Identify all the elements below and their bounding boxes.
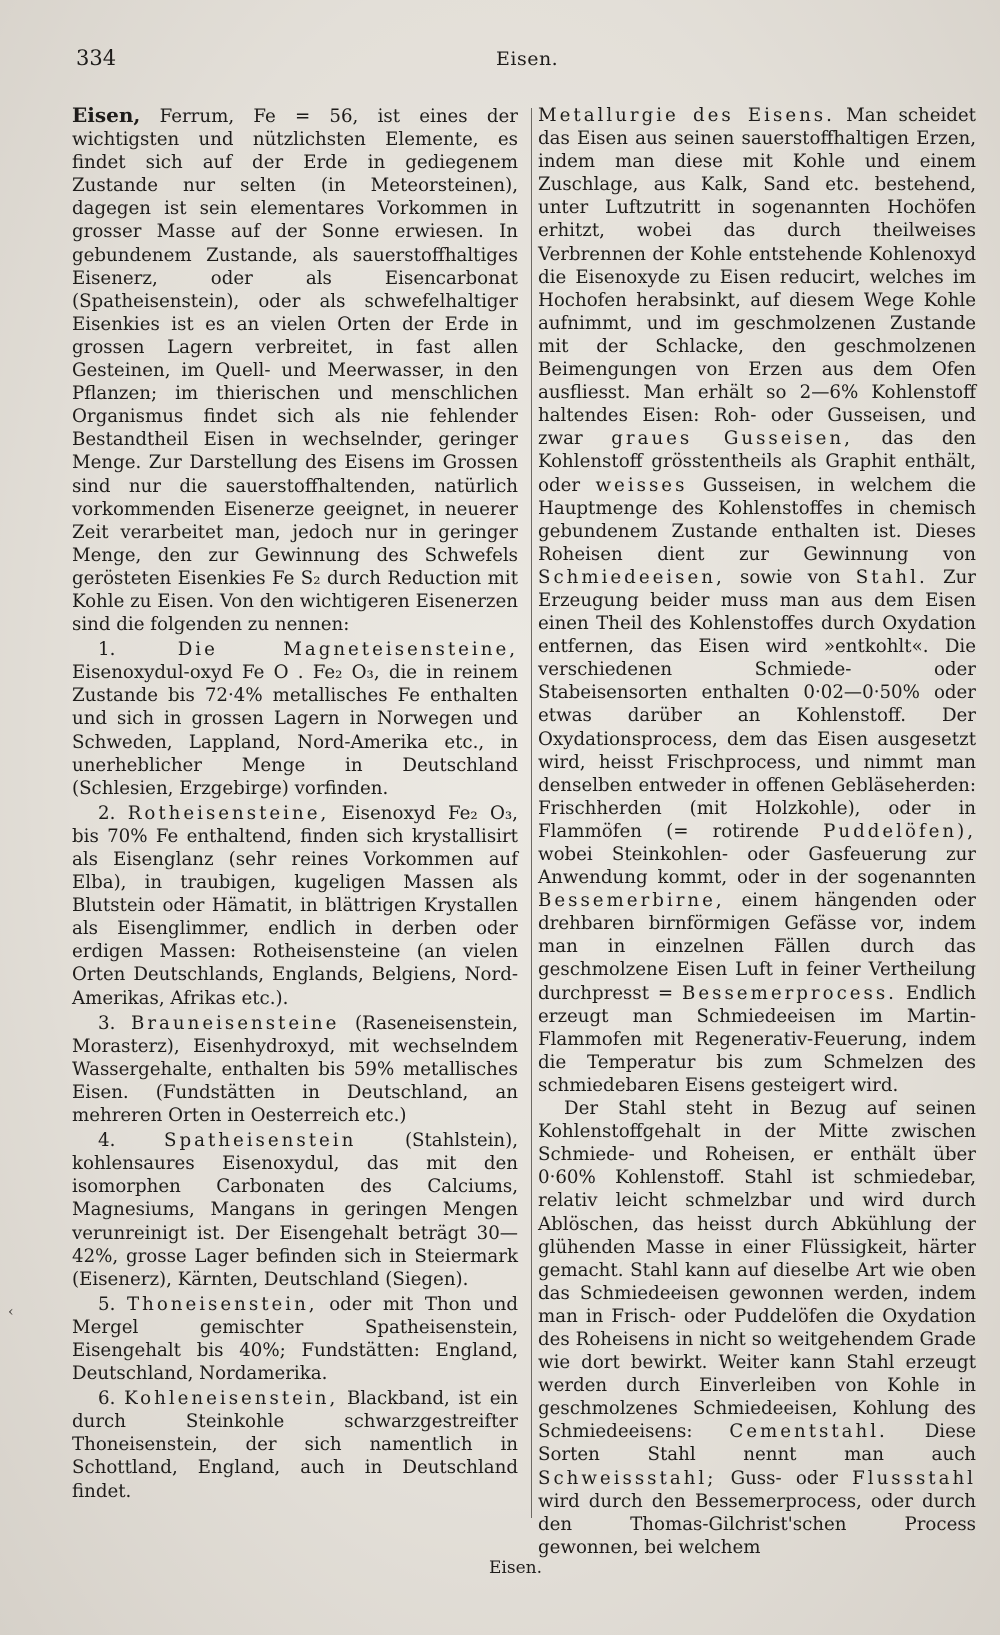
column-divider: [531, 108, 532, 1518]
spaced-term: Schmiedeeisen,: [538, 566, 725, 588]
text-run: Endlich erzeugt man Schmiedeeisen im Martin-Flammofen mit Regenerativ-Feuerung, indem die Temperatur bis zum Schmelzen des schmiedebaren Eisens gesteigert wird.: [538, 982, 977, 1096]
spaced-term: Cementstahl.: [729, 1421, 888, 1443]
item-text: Blackband, ist ein durch Steinkohle schwarzgestreifter Thoneisenstein, der sich namentlich in Schottland, England, auch in Deutschland findet.: [72, 1388, 518, 1502]
item-term: Brauneisensteine: [130, 1012, 340, 1034]
item-term: Kohleneisenstein,: [124, 1388, 339, 1410]
spaced-term: Metallurgie des Eisens.: [538, 105, 835, 126]
headword: Eisen,: [72, 103, 141, 127]
spaced-term: Schweissstahl;: [538, 1467, 717, 1489]
ore-item: [72, 1012, 518, 1127]
text-run: wobei Steinkohlen- oder Gasfeuerung zur Anwendung kommt, oder in der sogenannten: [538, 844, 976, 889]
margin-mark: ‹: [8, 1304, 14, 1320]
item-text: oder mit Thon und Mergel gemischter Spatheisenstein, Eisengehalt bis 40%; Fundstätten: England, Deutschland, Nordamerika.: [72, 1293, 518, 1385]
page-number: 334: [76, 46, 117, 70]
intro-text: Ferrum, Fe = 56, ist eines der wichtigsten und nützlichsten Elemente, es findet sich auf der Erde in gediegenem Zustande nur selten (in Meteorsteinen), dagegen ist sein elementares Vorkommen in grosser Masse auf der Sonne erwiesen. In gebundenem Zustande, als sauerstoffhaltiges Eisenerz, oder als Eisencarbonat (Spatheisenstein), oder als schwefelhaltiger Eisenkies ist es an vielen Orten der Erde in grossen Lagern verbreitet, in fast allen Gesteinen, im Quell- und Meerwasser, in den Pflanzen; im thierischen und menschlichen Organismus findet sich als nie fehlender Bestandtheil Eisen in wechselnder, geringer Menge. Zur Darstellung des Eisens im Grossen sind nur die sauerstoffhaltenden, natürlich vorkommenden Eisenerze geeignet, in neuerer Zeit verarbeitet man, jedoch nur in geringer Menge, den zur Gewinnung des Schwefels gerösteten Eisenkies Fe S₂ durch Reduction mit Kohle zu Eisen. Von den wichtigeren Eisenerzen sind die folgenden zu nennen:: [72, 106, 518, 636]
item-term: Thoneisenstein,: [126, 1293, 318, 1315]
item-text: Eisenoxyd Fe₂ O₃, bis 70% Fe enthaltend, finden sich krystallisirt als Eisenglanz (sehr reines Vorkommen auf Elba), in traubigen, kugeligen Massen als Blutstein oder Hämatit, in blättrigen Krystallen als Eisenglimmer, endlich in derben oder erdigen Massen: Rotheisensteine (an vielen Orten Deutschlands, Englands, Belgiens, Nord-Amerikas, Afrikas etc.).: [72, 802, 518, 1009]
item-number: 5.: [98, 1293, 116, 1315]
ore-item: [72, 1129, 518, 1291]
intro-paragraph: [72, 104, 518, 636]
item-text: (Raseneisenstein, Morasterz), Eisenhydroxyd, mit wechselndem Wassergehalte, enthalten bis 59% metallisches Eisen. (Fundstätten in Deutschland, an mehreren Orten in Oesterreich etc.): [72, 1012, 518, 1127]
text-run: einem hängenden oder drehbaren birnförmigen Gefässe vor, indem man in einzelnen Fällen durch das geschmolzene Eisen Luft in feiner Vertheilung durchpresst =: [538, 890, 976, 1004]
ore-item: [72, 638, 518, 800]
text-run: Zur Erzeugung beider muss man aus dem Eisen einen Theil des Kohlenstoffes durch Oxydation entfernen, das Eisen wird »entkohlt«. Die verschiedenen Schmiede- oder Stabeisensorten enthalten 0·02—0·50% oder etwas darüber an Kohlenstoff. Der Oxydationsprocess, dem das Eisen ausgesetzt wird, heisst Frischprocess, und nimmt man denselben entweder in offenen Gebläseherden: Frischherden (mit Holzkohle), oder in Flammöfen (= rotirende: [538, 566, 976, 842]
ore-item: [72, 802, 518, 1010]
item-term: Spatheisenstein: [164, 1130, 357, 1152]
steel-paragraph: [538, 1097, 976, 1559]
item-number: 3.: [98, 1012, 116, 1034]
item-term: Rotheisensteine,: [127, 802, 330, 824]
item-text: (Stahlstein), kohlensaures Eisenoxydul, das mit den isomorphen Carbonaten des Calciums, Magnesiums, Mangans in geringen Mengen verunreinigt ist. Der Eisengehalt beträgt 30—42%, grosse Lager befinden sich in Steiermark (Eisenerz), Kärnten, Deutschland (Siegen).: [72, 1130, 518, 1290]
text-run: das den Kohlenstoff grösstentheils als Graphit enthält, oder: [538, 428, 977, 496]
catchword: Eisen.: [489, 1558, 542, 1578]
right-column: [538, 104, 976, 1559]
text-run: Man scheidet das Eisen aus seinen sauerstoffhaltigen Erzen, indem man diese mit Kohle und einem Zuschlage, aus Kalk, Sand etc. bestehend, unter Luftzutritt in sogenannten Hochöfen erhitzt, wobei das durch theilweises Verbrennen der Kohle entstehende Kohlenoxyd die Eisenoxyde zu Eisen reducirt, welches im Hochofen herabsinkt, auf diesem Wege Kohle aufnimmt, und im geschmolzenen Zustande mit der Schlacke, den geschmolzenen Beimengungen von Erzen aus dem Ofen ausfliesst. Man erhält so 2—6% Kohlenstoff haltendes Eisen: Roh- oder Gusseisen, und zwar: [538, 105, 976, 450]
spaced-term: Flussstahl: [852, 1467, 976, 1489]
text-run: Guss- oder: [716, 1467, 853, 1489]
item-number: 4.: [98, 1130, 116, 1152]
spaced-term: Puddelöfen),: [823, 820, 976, 842]
ore-item: [72, 1293, 518, 1385]
spaced-term: Bessemerprocess.: [682, 982, 897, 1004]
item-number: 2.: [98, 802, 116, 824]
item-text: Eisenoxydul-oxyd Fe O . Fe₂ O₃, die in reinem Zustande bis 72·4% metallisches Fe enthalten und sich in grossen Lagern in Norwegen und Schweden, Lappland, Nord-Amerika etc., in unerheblicher Menge in Deutschland (Schlesien, Erzgebirge) vorfinden.: [72, 662, 518, 799]
spaced-term: Stahl.: [855, 566, 928, 588]
text-run: wird durch den Bessemerprocess, oder durch den Thomas-Gilchrist'schen Process gewonnen, bei welchem: [538, 1490, 976, 1558]
running-head: Eisen.: [496, 48, 559, 70]
text-run: Der Stahl steht in Bezug auf seinen Kohlenstoffgehalt in der Mitte zwischen Schmiede- und Roheisen, er enthält über 0·60% Kohlenstoff. Stahl ist schmiedebar, relativ leicht schmelzbar und wird durch Ablöschen, das heisst durch Abkühlung der glühenden Masse in einer Flüssigkeit, härter gemacht. Stahl kann auf dieselbe Art wie oben das Schmiedeeisen gewonnen werden, indem man in Frisch- oder Puddelöfen die Oxydation des Roheisens in nicht so weitgehendem Grade wie dort bewirkt. Weiter kann Stahl erzeugt werden durch Einverleiben von Kohle in geschmolzenes Schmiedeeisen, Kohlung des Schmiedeeisens:: [538, 1098, 976, 1443]
item-number: 1.: [98, 639, 116, 661]
left-column: [72, 104, 518, 1503]
text-run: Gusseisen, in welchem die Hauptmenge des Kohlenstoffes in chemisch gebundenem Zustande enthalten ist. Dieses Roheisen dient zur Gewinnung von: [538, 474, 976, 565]
metallurgy-paragraph: [538, 104, 976, 1097]
ore-item: [72, 1387, 518, 1502]
text-run: sowie von: [724, 566, 856, 588]
item-number: 6.: [98, 1388, 116, 1410]
spaced-term: weisses: [595, 474, 688, 496]
spaced-term: graues Gusseisen,: [611, 428, 853, 450]
item-term: Die Magneteisensteine,: [177, 639, 518, 661]
text-run: Diese Sorten Stahl nennt man auch: [538, 1421, 976, 1466]
spaced-term: Bessemerbirne,: [538, 890, 725, 912]
